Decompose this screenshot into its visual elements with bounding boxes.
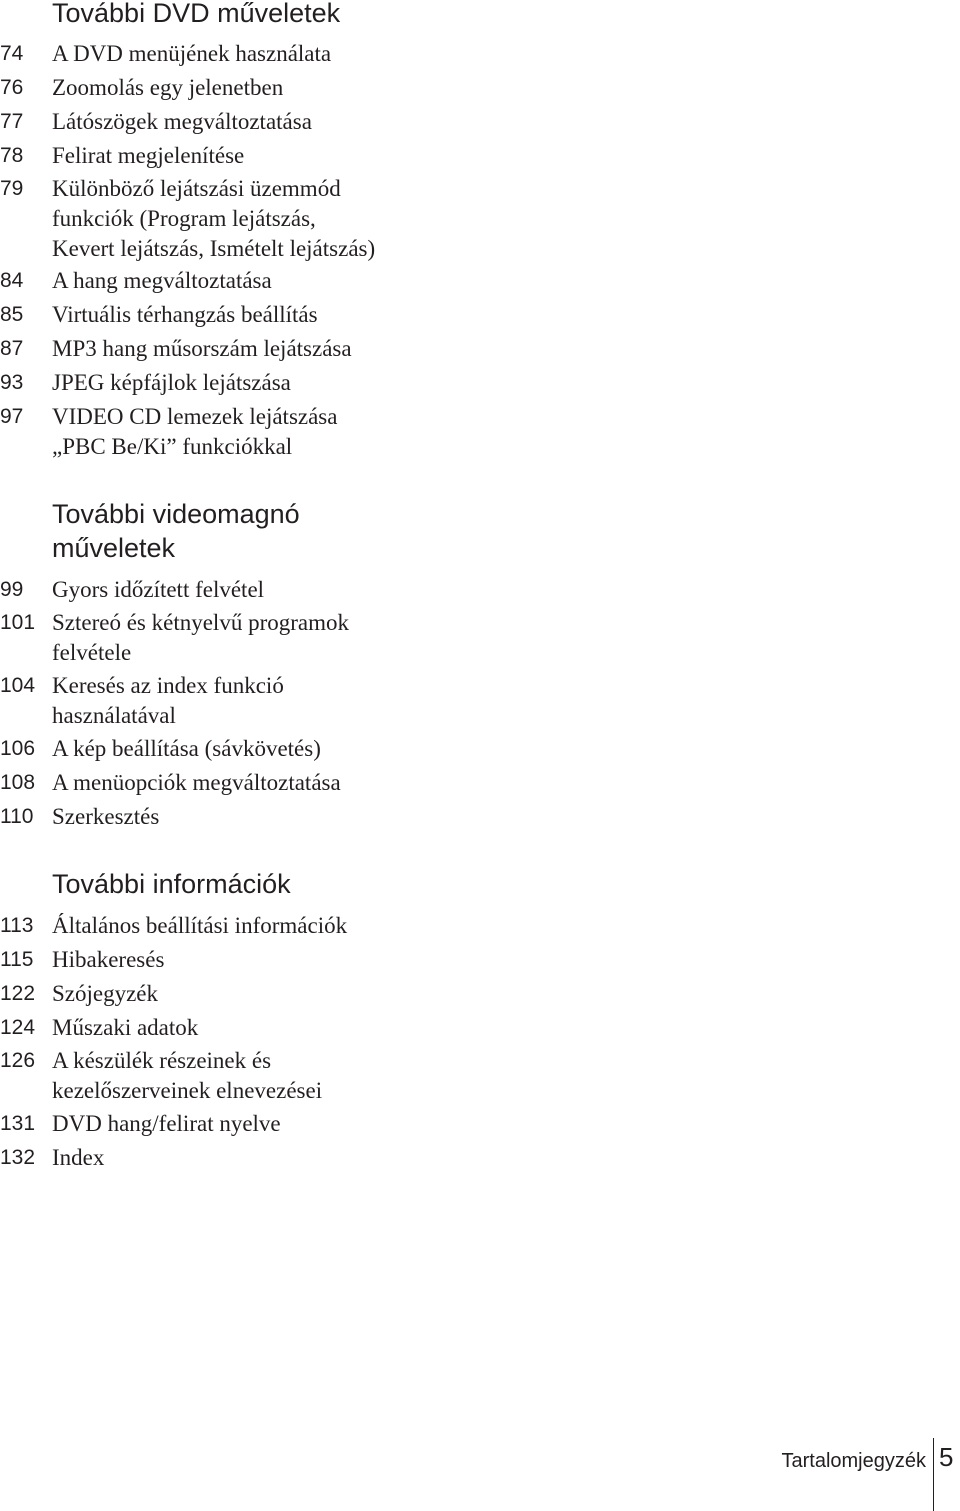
page-number: 132 — [0, 1146, 36, 1169]
entry-title: JPEG képfájlok lejátszása — [52, 370, 291, 395]
entry-title-line: használatával — [52, 703, 176, 728]
entry-title: Gyors időzített felvétel — [52, 577, 265, 602]
page-number: 85 — [0, 303, 24, 326]
entry-title-line: VIDEO CD lemezek lejátszása — [52, 404, 338, 429]
page-number: 76 — [0, 76, 24, 99]
section-title — [52, 497, 300, 565]
entry-title — [52, 174, 872, 264]
entry-title: Felirat megjelenítése — [52, 143, 245, 168]
section-title-line: További videomagnó — [52, 499, 300, 529]
page-number: 77 — [0, 110, 24, 133]
page-number: 97 — [0, 405, 24, 428]
entry-title-line: „PBC Be/Ki” funkciókkal — [52, 434, 293, 459]
page-number: 115 — [0, 948, 34, 971]
page-number: 78 — [0, 144, 24, 167]
page-number: 79 — [0, 177, 24, 200]
page-number: 87 — [0, 337, 24, 360]
entry-title — [52, 671, 872, 731]
entry-title: Műszaki adatok — [52, 1015, 199, 1040]
page-number: 124 — [0, 1016, 36, 1039]
section-title: További információk — [52, 869, 291, 899]
entry-title: Index — [52, 1145, 105, 1170]
page-number: 126 — [0, 1049, 36, 1072]
entry-title-line: Keresés az index funkció — [52, 673, 284, 698]
entry-title: A hang megváltoztatása — [52, 268, 272, 293]
entry-title: A kép beállítása (sávkövetés) — [52, 736, 321, 761]
entry-title-line: kezelőszerveinek elnevezései — [52, 1078, 323, 1103]
page-number: 131 — [0, 1112, 36, 1135]
page-number: 113 — [0, 914, 34, 937]
page-number: 104 — [0, 674, 36, 697]
section-title-line: műveletek — [52, 533, 176, 563]
entry-title: Szerkesztés — [52, 804, 160, 829]
entry-title: A DVD menüjének használata — [52, 41, 332, 66]
entry-title: Látószögek megváltoztatása — [52, 109, 312, 134]
entry-title-line: Kevert lejátszás, Ismételt lejátszás) — [52, 236, 376, 261]
page-number: 101 — [0, 611, 36, 634]
entry-title-line: funkciók (Program lejátszás, — [52, 206, 316, 231]
page-number: 106 — [0, 737, 36, 760]
page-number: 122 — [0, 982, 36, 1005]
entry-title-line: felvétele — [52, 640, 132, 665]
footer-page-number: 5 — [939, 1442, 954, 1472]
page-number: 110 — [0, 805, 34, 828]
entry-title — [52, 402, 872, 462]
entry-title: A menüopciók megváltoztatása — [52, 770, 341, 795]
entry-title: Hibakeresés — [52, 947, 165, 972]
entry-title-line: Sztereó és kétnyelvű programok — [52, 610, 349, 635]
page-number: 74 — [0, 42, 24, 65]
entry-title: Általános beállítási információk — [52, 913, 348, 938]
page-number: 108 — [0, 771, 36, 794]
entry-title: Virtuális térhangzás beállítás — [52, 302, 318, 327]
entry-title: DVD hang/felirat nyelve — [52, 1111, 281, 1136]
entry-title: Zoomolás egy jelenetben — [52, 75, 284, 100]
section-title: További DVD műveletek — [52, 0, 341, 28]
entry-title — [52, 1046, 872, 1106]
page-number: 99 — [0, 578, 24, 601]
footer-section-label: Tartalomjegyzék — [781, 1450, 926, 1472]
entry-title-line: A készülék részeinek és — [52, 1048, 272, 1073]
footer-divider — [933, 1438, 934, 1511]
page-number: 84 — [0, 269, 24, 292]
entry-title: Szójegyzék — [52, 981, 159, 1006]
entry-title-line: Különböző lejátszási üzemmód — [52, 176, 341, 201]
entry-title — [52, 608, 872, 668]
entry-title: MP3 hang műsorszám lejátszása — [52, 336, 352, 361]
page-number: 93 — [0, 371, 24, 394]
